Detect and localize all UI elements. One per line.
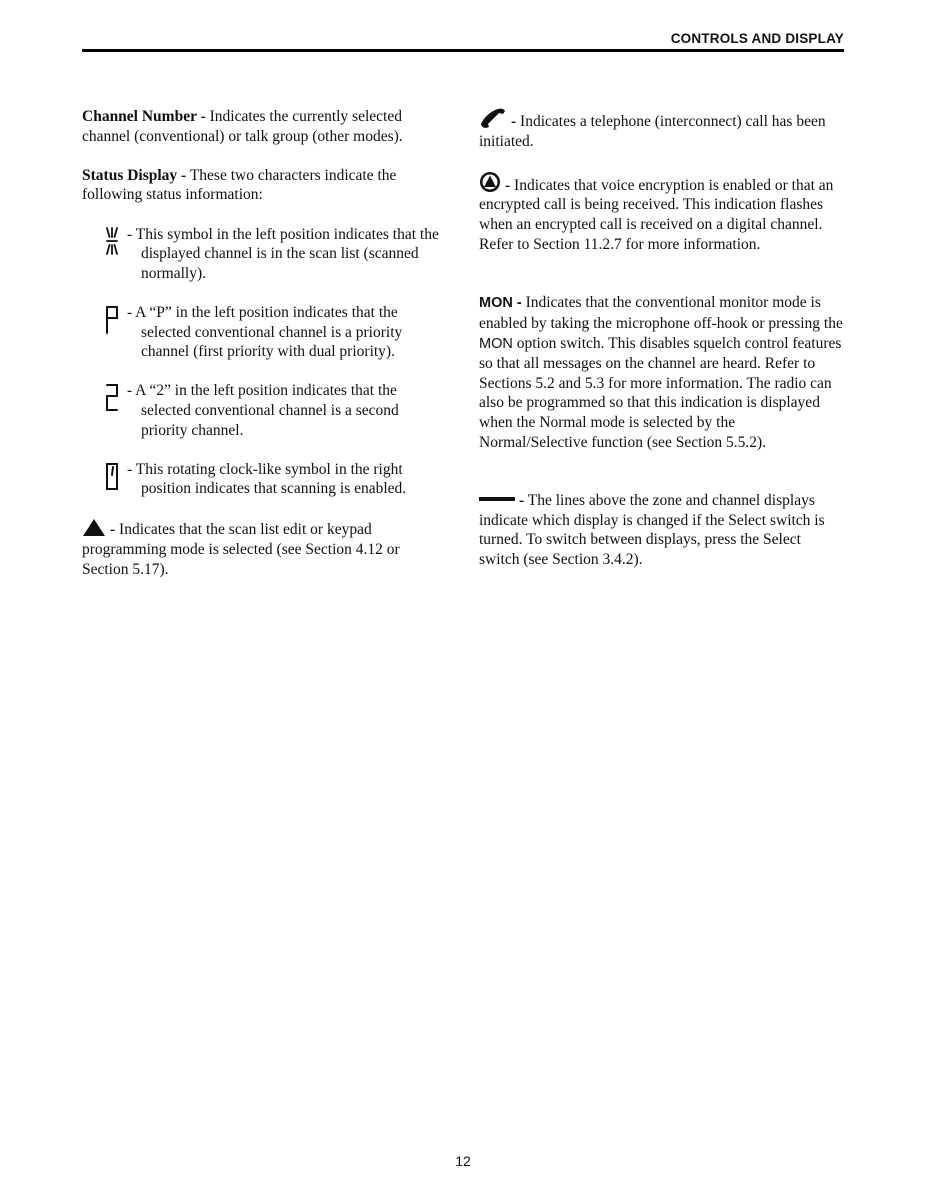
right-column	[479, 107, 845, 589]
monitor-text-2: option switch. This disables squelch control features so that all messages on the channel are heard. Refer to Sections 5.2 and 5.3 for more information. The radio can also be programmed so that this indication is displayed when the Normal mode is selected by the Normal/Selective function (see Section 5.5.2).	[479, 334, 842, 451]
telephone-dash: -	[511, 113, 517, 130]
status-item-scanning	[82, 460, 444, 499]
monitor-mon-word: MON	[479, 335, 513, 352]
priority-p-icon	[104, 304, 120, 336]
channel-number-paragraph	[82, 107, 444, 146]
left-column	[82, 107, 444, 599]
triangle-icon	[82, 518, 106, 537]
triangle-dash: -	[110, 521, 116, 539]
triangle-paragraph	[82, 518, 444, 579]
status-display-term: Status Display -	[82, 166, 187, 184]
select-lines-paragraph	[479, 491, 845, 569]
encryption-dash: -	[505, 176, 511, 194]
channel-number-term: Channel Number -	[82, 108, 206, 125]
status-item-text: - A “P” in the left position indicates that the selected conventional channel is a priority channel (first priority with dual priority).	[127, 303, 403, 361]
page-number: 12	[455, 1153, 471, 1169]
status-display-text: These two characters indicate the following status information:	[82, 166, 397, 204]
channel-number-text: Indicates the currently selected channel (conventional) or talk group (other modes).	[82, 108, 403, 145]
triangle-text: Indicates that the scan list edit or keypad programming mode is selected (see Section 4.12 or Section 5.17).	[82, 521, 400, 578]
scanning-clock-icon	[104, 461, 120, 493]
status-item-scan-list	[82, 225, 444, 284]
encryption-icon	[479, 171, 501, 193]
select-lines-text: The lines above the zone and channel displays indicate which display is changed if the Select switch is turned. To switch between displays, press the Select switch (see Section 3.4.2).	[479, 492, 825, 569]
monitor-term: MON -	[479, 295, 522, 312]
status-item-priority-2	[82, 381, 444, 440]
page-header-title: CONTROLS AND DISPLAY	[670, 31, 844, 46]
scan-list-icon	[104, 226, 120, 258]
telephone-paragraph	[479, 107, 845, 151]
status-item-text: - This symbol in the left position indicates that the displayed channel is in the scan list (scanned normally).	[127, 225, 439, 282]
monitor-text-1: Indicates that the conventional monitor mode is enabled by taking the microphone off-hook or pressing the	[479, 294, 843, 332]
encryption-paragraph	[479, 171, 845, 254]
monitor-paragraph	[479, 293, 845, 452]
status-item-text: - This rotating clock-like symbol in the right position indicates that scanning is enabled.	[127, 460, 407, 498]
telephone-text: Indicates a telephone (interconnect) call has been initiated.	[479, 113, 826, 150]
header-rule	[82, 49, 844, 52]
status-item-priority-p	[82, 303, 444, 362]
status-display-paragraph	[82, 166, 444, 205]
priority-2-icon	[104, 382, 120, 414]
telephone-icon	[479, 107, 507, 129]
status-item-text: - A “2” in the left position indicates that the selected conventional channel is a second priority channel.	[127, 382, 399, 439]
select-lines-dash: -	[519, 492, 525, 510]
select-line-icon	[479, 497, 515, 502]
encryption-text: Indicates that voice encryption is enabled or that an encrypted call is being received. This indication flashes when an encrypted call is received on a digital channel. Refer to Section 11.2.7 for more information.	[479, 176, 834, 253]
